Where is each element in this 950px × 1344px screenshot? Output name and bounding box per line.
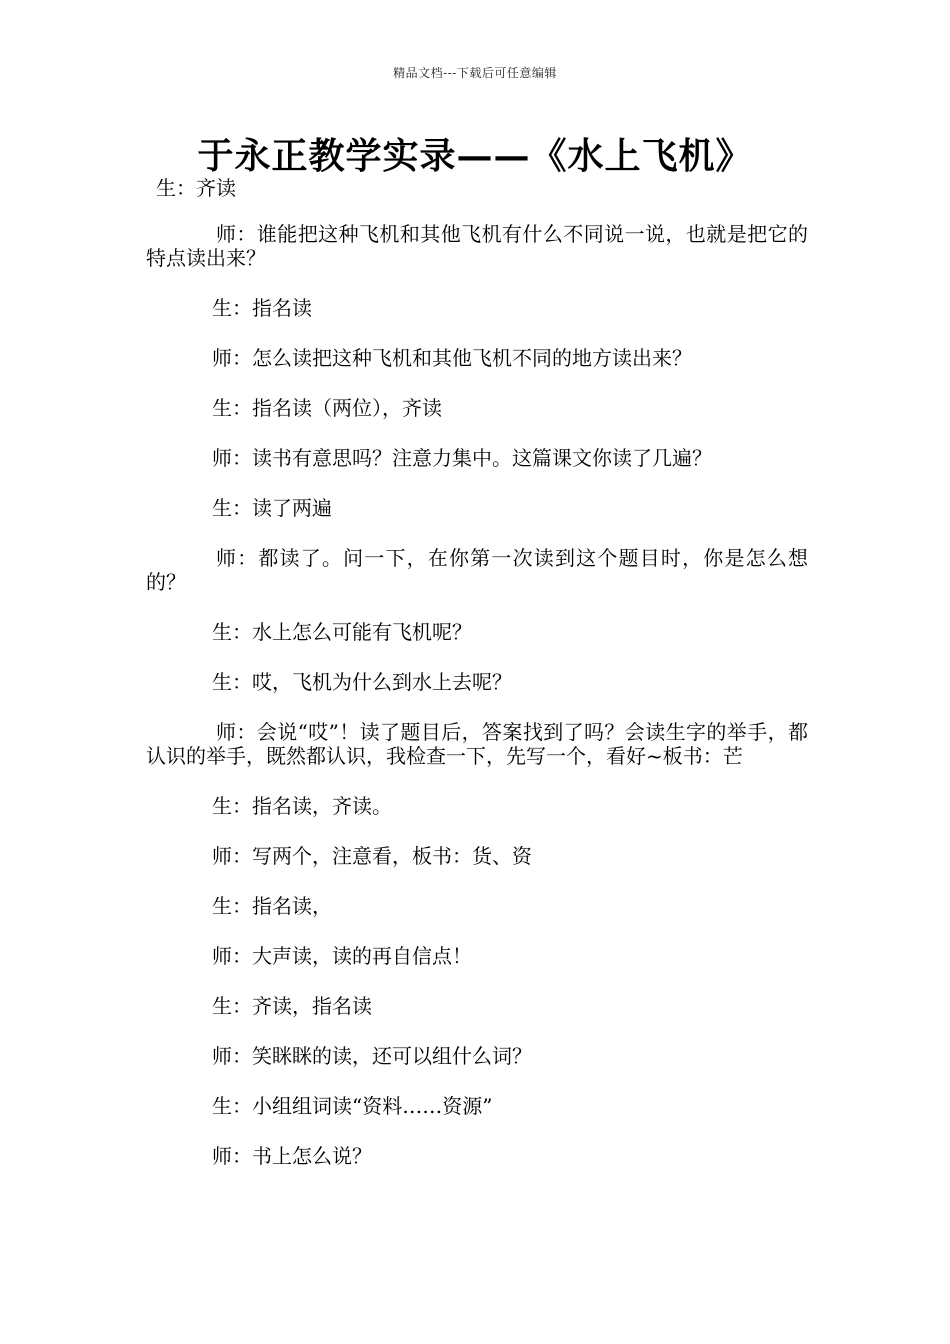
paragraph: 师：怎么读把这种飞机和其他飞机不同的地方读出来？: [212, 346, 692, 370]
first-line: 生：齐读: [156, 176, 236, 200]
header-note: 精品文档---下载后可任意编辑: [393, 66, 557, 80]
paragraph: 生：水上怎么可能有飞机呢？: [212, 620, 472, 644]
paragraph: 生：指名读，齐读。: [212, 794, 392, 818]
paragraph: 师：读书有意思吗？注意力集中。这篇课文你读了几遍？: [212, 446, 712, 470]
document-title: 于永正教学实录——《水上飞机》: [197, 135, 753, 177]
paragraph: 师：写两个，注意看，板书：货、资: [212, 844, 532, 868]
paragraph: 师：大声读，读的再自信点！: [212, 944, 472, 968]
paragraph: 师：笑眯眯的读，还可以组什么词？: [212, 1044, 532, 1068]
paragraph: 生：指名读: [212, 296, 312, 320]
paragraph: 生：指名读，: [212, 894, 332, 918]
paragraph: 生：哎，飞机为什么到水上去呢？: [212, 670, 512, 694]
paragraph: 师：会说“哎”！读了题目后，答案找到了吗？会读生字的举手，都认识的举手，既然都认识，我检查一下，先写一个，看好~板书：芒: [146, 720, 808, 768]
paragraph: 生：小组组词读“资料……资源”: [212, 1094, 493, 1118]
document-body: [146, 222, 808, 1194]
paragraph: 师：书上怎么说？: [212, 1144, 372, 1168]
paragraph: 生：齐读，指名读: [212, 994, 372, 1018]
paragraph: 师：谁能把这种飞机和其他飞机有什么不同说一说，也就是把它的特点读出来？: [146, 222, 808, 270]
paragraph: 师：都读了。问一下，在你第一次读到这个题目时，你是怎么想的？: [146, 546, 808, 594]
paragraph: 生：读了两遍: [212, 496, 332, 520]
paragraph: 生：指名读（两位），齐读: [212, 396, 442, 420]
